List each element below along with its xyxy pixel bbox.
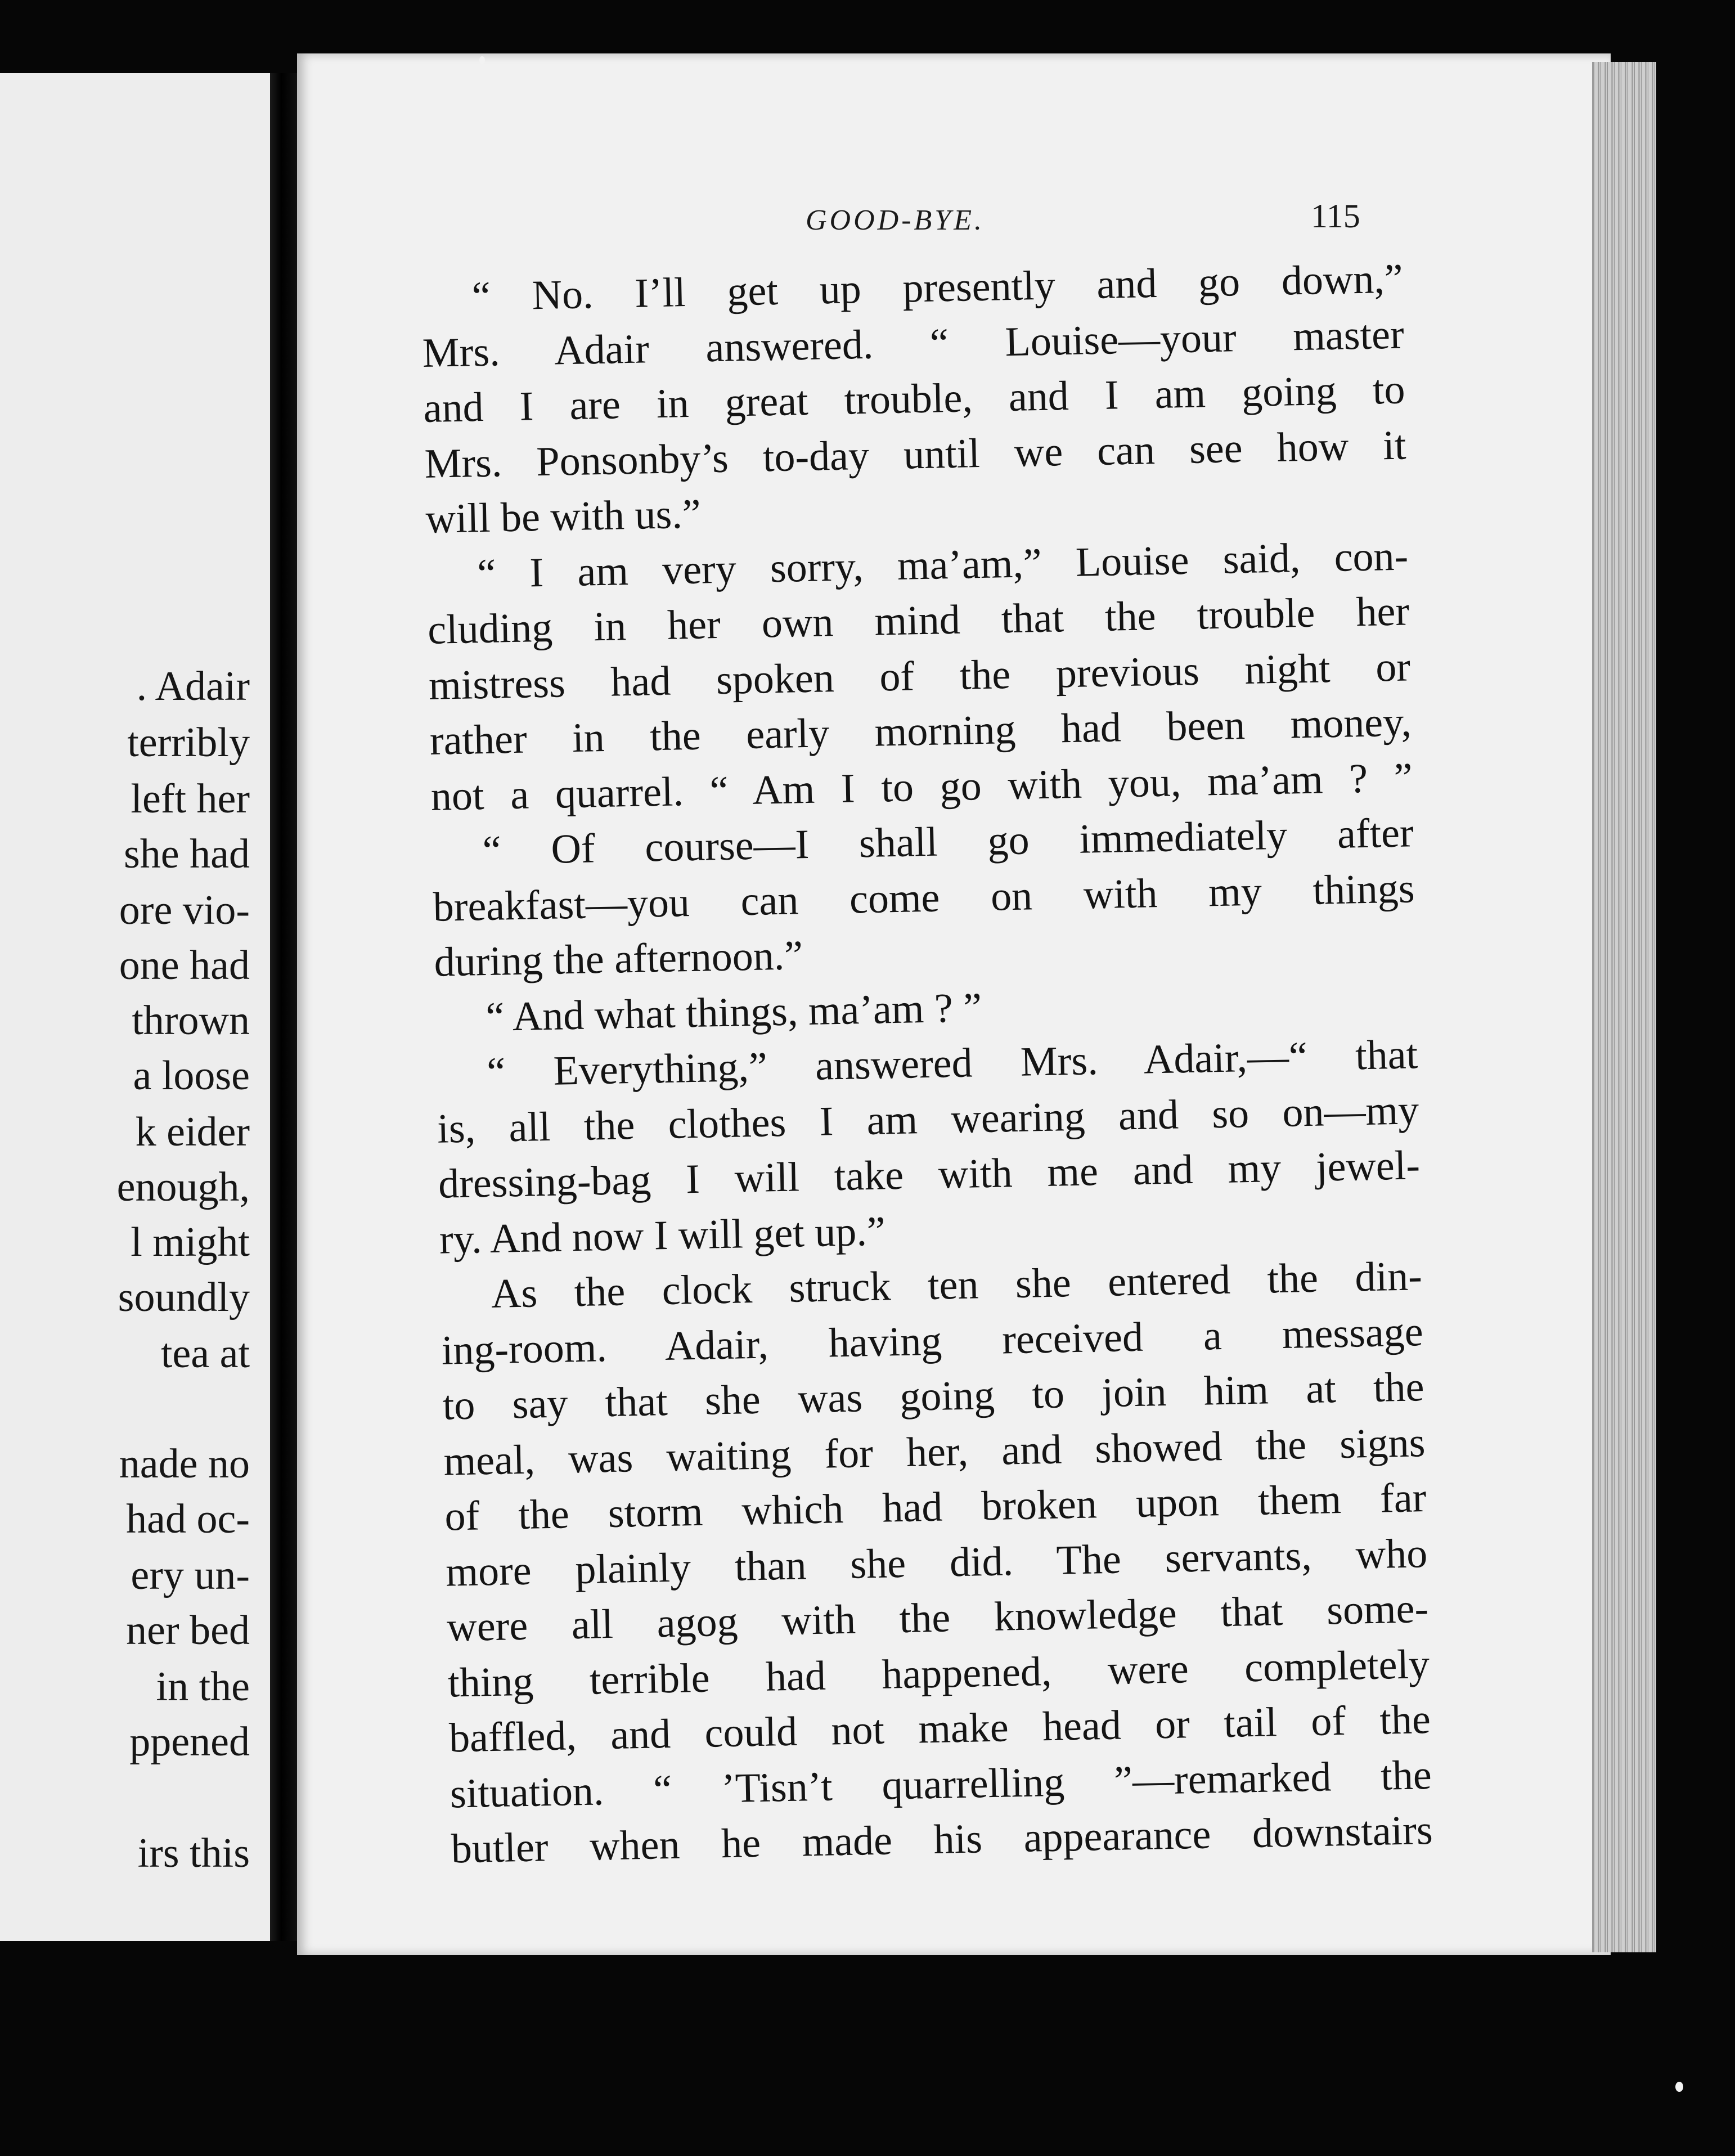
text-line: cluding in her own mind that the trouble her bbox=[427, 588, 1410, 653]
text-line: ry. And now I will get up.” bbox=[439, 1207, 886, 1263]
text-line: and I are in great trouble, and I am going to bbox=[422, 366, 1406, 432]
text-line: rather in the early morning had been money, bbox=[429, 699, 1412, 764]
scan-speck bbox=[1675, 2082, 1683, 2092]
text-line: As the clock struck ten she entered the din- bbox=[491, 1253, 1423, 1317]
text-line: butler when he made his appearance downstairs bbox=[451, 1807, 1433, 1872]
text-line: baffled, and could not make head or tail of the bbox=[448, 1696, 1431, 1762]
text-line: is, all the clothes I am wearing and so on—my bbox=[437, 1086, 1419, 1152]
left-page-line: in the bbox=[156, 1664, 250, 1710]
left-page-line: tea at bbox=[160, 1331, 250, 1377]
body-text bbox=[421, 251, 1433, 1877]
left-page-line: terribly bbox=[127, 720, 250, 766]
left-page-line: . Adair bbox=[136, 663, 250, 709]
text-line: breakfast—you can come on with my things bbox=[432, 865, 1415, 931]
text-line: meal, was waiting for her, and showed the signs bbox=[443, 1419, 1426, 1485]
text-line: will be with us.” bbox=[425, 491, 702, 542]
text-line: to say that she was going to join him at the bbox=[442, 1364, 1425, 1429]
left-page-line: soundly bbox=[118, 1274, 250, 1320]
page-edges bbox=[1592, 62, 1656, 1952]
scan-speck bbox=[479, 56, 485, 64]
left-page-line: ery un- bbox=[131, 1552, 250, 1598]
left-page-line: irs this bbox=[137, 1830, 250, 1876]
text-line: of the storm which had broken upon them far bbox=[444, 1475, 1427, 1540]
text-line: ing-room. Adair, having received a message bbox=[441, 1308, 1424, 1374]
left-page-line: she had bbox=[124, 831, 250, 877]
page-number: 115 bbox=[1311, 197, 1360, 235]
text-line: situation. “ ’Tisn’t quarrelling ”—remarked the bbox=[450, 1751, 1432, 1817]
left-page-line: had oc- bbox=[126, 1496, 250, 1542]
text-line: thing terrible had happened, were completely bbox=[447, 1641, 1430, 1706]
text-line: “ Of course—I shall go immediately after bbox=[482, 810, 1414, 874]
text-line: Mrs. Adair answered. “ Louise—your master bbox=[422, 311, 1405, 376]
text-line: “ No. I’ll get up presently and go down,” bbox=[471, 255, 1404, 320]
running-head: GOOD-BYE. bbox=[806, 204, 985, 236]
text-line: Mrs. Ponsonby’s to-day until we can see how it bbox=[424, 421, 1407, 487]
left-page-line: ore vio- bbox=[119, 887, 250, 933]
left-page-line: thrown bbox=[132, 998, 250, 1044]
left-page bbox=[0, 73, 273, 1941]
text-line: more plainly than she did. The servants, who bbox=[445, 1530, 1428, 1596]
left-page-line: ner bed bbox=[126, 1607, 250, 1654]
left-page-line: nade no bbox=[119, 1441, 250, 1487]
left-page-line: l might bbox=[131, 1219, 250, 1265]
text-line: not a quarrel. “ Am I to go with you, ma’am ? ” bbox=[430, 754, 1413, 820]
text-line: “ I am very sorry, ma’am,” Louise said, con- bbox=[477, 532, 1409, 597]
left-page-line: left her bbox=[131, 776, 250, 822]
left-page-line: a loose bbox=[133, 1053, 250, 1099]
text-line: were all agog with the knowledge that some- bbox=[446, 1585, 1429, 1651]
text-line: “ And what things, ma’am ? ” bbox=[485, 984, 982, 1040]
left-page-line: k eider bbox=[135, 1109, 250, 1155]
left-page-line: one had bbox=[119, 942, 250, 989]
text-line: mistress had spoken of the previous night or bbox=[428, 643, 1411, 709]
text-line: dressing-bag I will take with me and my jewel- bbox=[438, 1142, 1421, 1207]
text-line: during the afternoon.” bbox=[433, 932, 803, 986]
text-line: “ Everything,” answered Mrs. Adair,—“ that bbox=[486, 1031, 1418, 1096]
left-page-line: ppened bbox=[129, 1719, 250, 1765]
book-gutter bbox=[270, 73, 298, 1941]
left-page-line: enough, bbox=[116, 1164, 250, 1210]
